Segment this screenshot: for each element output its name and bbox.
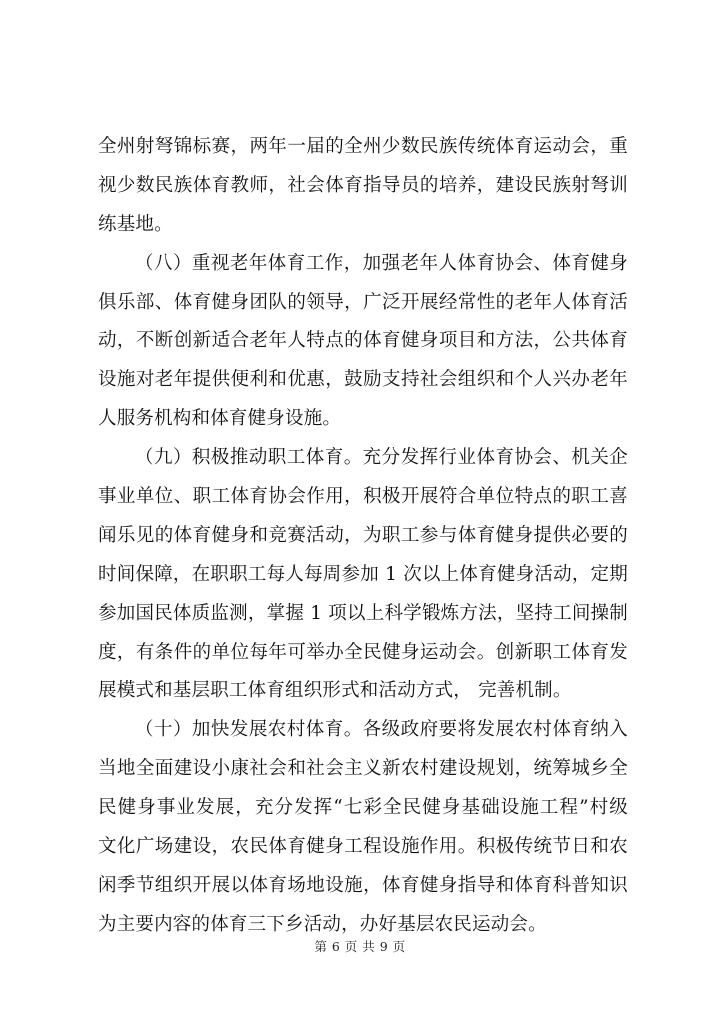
text-line: 事业单位、职工体育协会作用，积极开展符合单位特点的职工喜 bbox=[98, 486, 628, 508]
page-footer: 第 6 页 共 9 页 bbox=[314, 939, 406, 954]
text-line: 动，不断创新适合老年人特点的体育健身项目和方法，公共体育 bbox=[98, 330, 628, 352]
text-line: 设施对老年提供便利和优惠，鼓励支持社会组织和个人兴办老年 bbox=[98, 369, 628, 391]
paragraph-8-first-line: （八）重视老年体育工作，加强老年人体育协会、体育健身 bbox=[135, 252, 628, 274]
text-line: 度，有条件的单位每年可举办全民健身运动会。创新职工体育发 bbox=[98, 641, 628, 663]
text-line: 参加国民体质监测，掌握 1 项以上科学锻炼方法，坚持工间操制 bbox=[98, 602, 628, 624]
text-line: 民健身事业发展，充分发挥“七彩全民健身基础设施工程”村级 bbox=[98, 797, 628, 819]
text-line: 人服务机构和体育健身设施。 bbox=[98, 408, 342, 430]
text-line: 时间保障，在职职工每人每周参加 1 次以上体育健身活动，定期 bbox=[98, 563, 628, 585]
text-line: 练基地。 bbox=[98, 213, 173, 235]
text-line: 俱乐部、体育健身团队的领导，广泛开展经常性的老年人体育活 bbox=[98, 291, 628, 313]
text-line: 闲季节组织开展以体育场地设施，体育健身指导和体育科普知识 bbox=[98, 874, 628, 896]
text-line: 全州射弩锦标赛，两年一届的全州少数民族传统体育运动会，重 bbox=[98, 136, 628, 157]
text-line: 为主要内容的体育三下乡活动，办好基层农民运动会。 bbox=[98, 913, 547, 935]
text-line: 闻乐见的体育健身和竞赛活动，为职工参与体育健身提供必要的 bbox=[98, 524, 628, 546]
text-line: 当地全面建设小康社会和社会主义新农村建设规划，统筹城乡全 bbox=[98, 758, 628, 780]
text-line: 文化广场建设，农民体育健身工程设施作用。积极传统节日和农 bbox=[98, 836, 628, 858]
document-body bbox=[98, 128, 628, 945]
paragraph-10-first-line: （十）加快发展农村体育。各级政府要将发展农村体育纳入 bbox=[135, 719, 628, 741]
text-line: 展模式和基层职工体育组织形式和活动方式， 完善机制。 bbox=[98, 680, 572, 702]
paragraph-9-first-line: （九）积极推动职工体育。充分发挥行业体育协会、机关企 bbox=[135, 447, 628, 469]
text-line: 视少数民族体育教师，社会体育指导员的培养，建设民族射弩训 bbox=[98, 174, 628, 196]
